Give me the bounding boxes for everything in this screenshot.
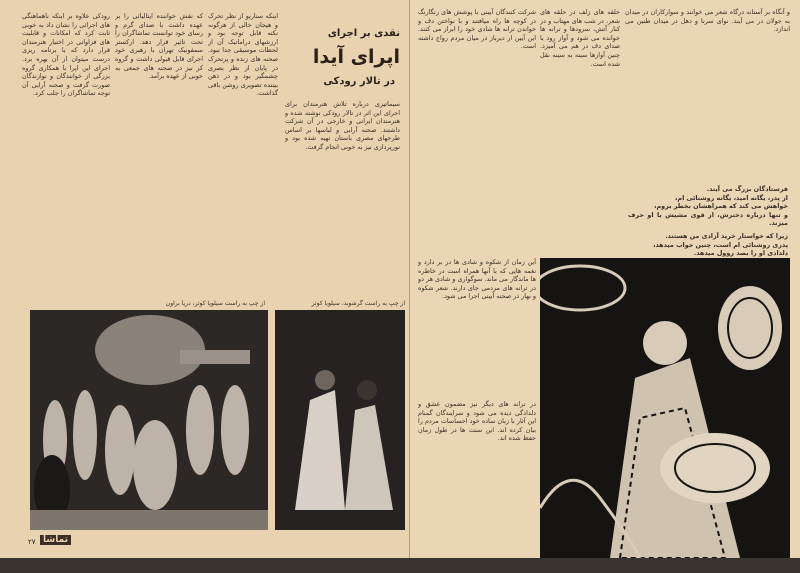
singers-photo	[275, 310, 405, 530]
verse-line: دلدادی او را بصد روول میدهد.	[693, 249, 788, 258]
opera-stage-photo	[30, 310, 268, 530]
text-column: رودکی علاوه بر اینکه ناهماهنگی های اجرائی را نشان داد به خوبی ثابت کرد که امکانات و قابلیت های فراوانی در اختیار هنرمندان قرار دارد که با برنامه ریزی درست میتوان از آن بهره برد. اجرای این اپرا با همکاری گروه بزرگی از خوانندگان و نوازندگان صورت گرفت و صحنه آرایی آن توجه تماشاگران را جلب کرد.	[22, 12, 110, 98]
right-page	[410, 0, 800, 558]
singers-image	[275, 310, 405, 530]
text-column: و آنگاه بر آستانه درگاه شعر می خوانند و سوارکاران در میدان به جولان در می آیند. نوای سرنا و دهل در میدان طنین می اندازد.	[625, 8, 790, 34]
verse-line: پدری روشنائی ام است، چنین جواب میدهد،	[653, 240, 788, 249]
drummer-drawing	[540, 258, 790, 558]
photo-caption: از چپ به راست گرشوید، سیلویا کوثر	[311, 300, 405, 307]
dancer-illustration	[540, 258, 790, 558]
text-column: اینکه سناریو از نظر تحرک و هیجان خالی از هرگونه نکته قابل توجه بود و ارزشهای دراماتیک آن از لحظات موسیقی جدا نبود. صحنه های زنده و پرتحرک در پایان از نظر بصری چشمگیر بود و در ذهن بیننده تصویری روشن باقی گذاشت.	[208, 12, 278, 98]
verse-block	[628, 185, 788, 258]
text-column: شرکت کنندگان آیینی با پوشش های رنگارنگ در کوچه ها راه میافتند و با نواختن دف و خواندن ترانه ها شادی خود را ابراز می کنند. این آیین از دیرباز در میان مردم رواج داشته است.	[418, 8, 536, 51]
text-column: در ترانه های دیگر نیز مضمون عشق و دلدادگی دیده می شود و سرایندگان گمنام این آثار با زبان ساده خود احساسات مردم را بیان کرده اند. این سنت ها در طول زمان حفظ شده اند.	[418, 400, 536, 443]
verse-line: زیرا که خواستار خرید آزادی من هستند.	[665, 231, 788, 240]
verse-line: فرستادگان بزرگ می آیند.	[706, 185, 788, 193]
article-kicker: نقدی بر اجرای	[327, 28, 400, 39]
verse-line: و تنها درباره دخترش، از قوی مشیش با او حرف میزند.	[628, 210, 788, 228]
page-number: ۲۷	[28, 538, 36, 546]
magazine-logo: تماشا	[40, 535, 71, 545]
text-column: سیماتیزی درباره تلاش هنرمندان برای اجرای این اثر در تالار رودکی نوشته شده و هنرمندان ایرانی و خارجی در آن شرکت داشتند. صحنه آرایی و لباسها بر اساس طرحهای مصری باستان تهیه شده بود و نورپردازی نیز به خوبی انجام گرفت.	[285, 100, 400, 151]
verse-line: از پدر، یگانه امید، یگانه روشنائی ام،	[675, 193, 788, 202]
verse-line: خواهش می کند که همراهشان بخطر بروم،	[654, 202, 788, 211]
text-column: آین زمان از شکوه و شادی ها در بر دارد و نغمه هایی که با آنها همراه است در خاطره ها ماندگار می ماند. سوگواری و شادی هر دو در ترانه های مردمی جای دارند. شعر شکوه و بهار در صحنه آیینی اجرا می شود.	[418, 258, 536, 301]
text-column: که نقش خواننده ایتالیائی را بر عهده داشت با صدای گرم و رسای خود توانست تماشاگران را تحت تاثیر قرار دهد. ارکستر سمفونیک تهران با رهبری خود اجرای قابل قبولی داشت و گروه کر نیز در صحنه های جمعی به خوبی از عهده برآمد.	[115, 12, 203, 81]
text-column: حلقه های زلف در حلقه های شعر، در شب های مهتاب و در کنار آتش، سرودها و ترانه ها خوانده می شود و آواز رود با صدای دف در هم می آمیزد. چنین آوازها سینه به سینه نقل شده است.	[540, 8, 620, 68]
photo-caption: از چپ به راست سیلویا کوثر، دریا براون	[165, 300, 265, 307]
article-subtitle: در تالار رودکی	[323, 76, 395, 87]
article-title: اپرای آیدا	[312, 46, 400, 68]
stage-scene-image	[30, 310, 268, 530]
left-page	[0, 0, 410, 558]
